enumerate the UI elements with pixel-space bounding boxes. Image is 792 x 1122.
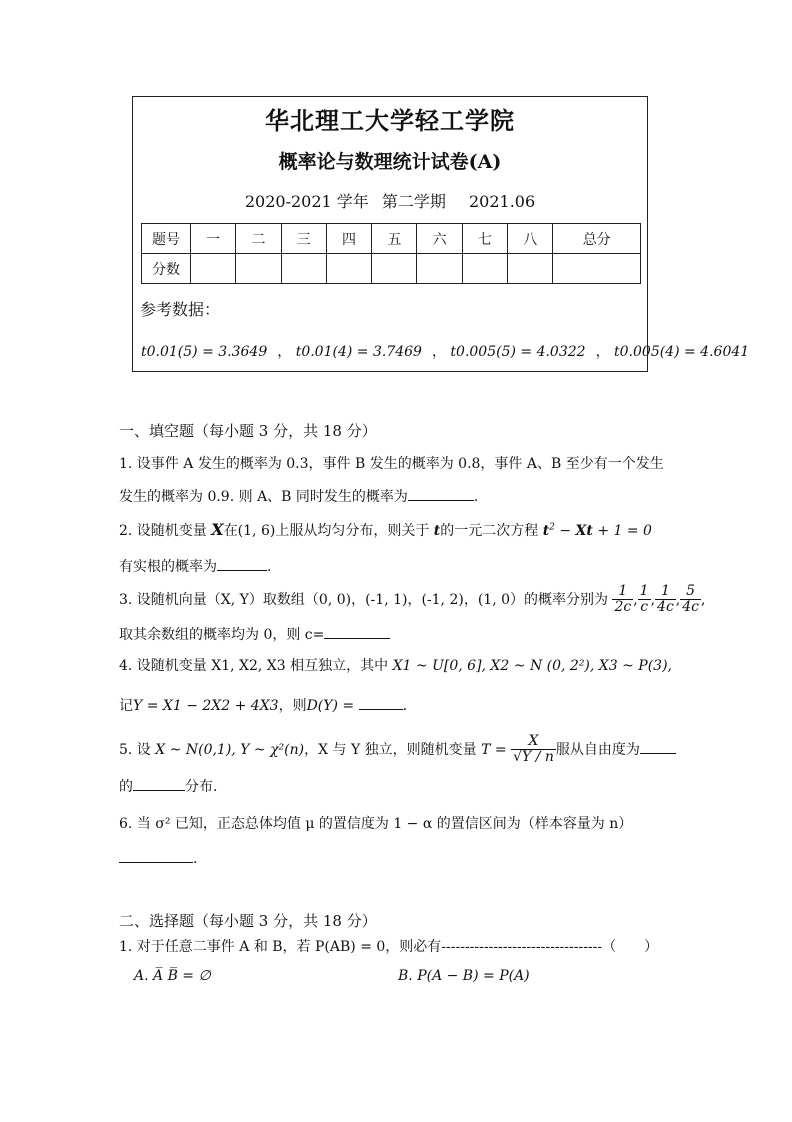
quadratic-equation: $t^2 - Xt + 1 = 0$ bbox=[542, 522, 652, 539]
question-3-line-2 bbox=[119, 624, 390, 644]
question-4-text: 4. 设随机变量 X1, X2, X3 相互独立，其中 bbox=[119, 658, 389, 674]
option-a[interactable]: A. A̅ B̅ = ∅ bbox=[134, 968, 211, 984]
question-2-text: 在(1, 6)上服从均匀分布，则关于 bbox=[223, 523, 430, 539]
score-cell: 总分 bbox=[553, 224, 641, 254]
score-cell: 一 bbox=[191, 224, 236, 254]
score-empty-cell bbox=[326, 254, 371, 284]
question-3-text: 3. 设随机向量（X, Y）取数组（0, 0)，(-1, 1)，(-1, 2)，(1, 0）的概率分别为 bbox=[119, 591, 609, 608]
variable-t: t bbox=[433, 523, 441, 539]
fraction-1-over-4c: $\frac{1}{4c}$ bbox=[657, 583, 674, 616]
t-statistic: T = $\frac{X}{√Y / n}$ bbox=[481, 733, 554, 766]
score-empty-cell bbox=[236, 254, 281, 284]
academic-year: 2020-2021 学年 bbox=[244, 192, 369, 211]
score-cell: 七 bbox=[462, 224, 507, 254]
answer-blank[interactable] bbox=[324, 626, 390, 639]
question-5-text: 的 bbox=[119, 779, 133, 795]
question-4-text: 记 bbox=[119, 698, 133, 714]
score-empty-cell bbox=[462, 254, 507, 284]
school-name: 华北理工大学轻工学院 bbox=[265, 106, 515, 135]
answer-blank[interactable] bbox=[640, 741, 676, 754]
semester: 第二学期 bbox=[381, 192, 446, 211]
score-table-header-row bbox=[142, 224, 641, 254]
question-1-line-1: 1. 设事件 A 发生的概率为 0.3，事件 B 发生的概率为 0.8，事件 A、B 至少有一个发生 bbox=[119, 456, 664, 472]
question-4-distributions: X1 ~ U[0, 6], X2 ~ N (0, 2²), X3 ~ P(3), bbox=[392, 658, 672, 674]
section-2-title: 二、选择题（每小题 3 分，共 18 分） bbox=[119, 912, 377, 930]
answer-blank[interactable] bbox=[359, 697, 403, 710]
fraction-1-over-c: $\frac{1}{c}$ bbox=[639, 583, 649, 616]
score-empty-cell bbox=[508, 254, 553, 284]
score-cell: 三 bbox=[281, 224, 326, 254]
variable-x: X bbox=[211, 520, 224, 539]
reference-values: t0.01(5) = 3.3649 ， t0.01(4) = 3.7469 ， t0.005(5) = 4.0322 ， t0.005(4) = 4.6041 bbox=[141, 344, 750, 360]
question-3-text: 取其余数组的概率均为 0，则 c= bbox=[119, 627, 325, 643]
score-cell: 八 bbox=[508, 224, 553, 254]
exam-header-box bbox=[132, 96, 750, 372]
question-4-formula: Y = X1 − 2X2 + 4X3 bbox=[133, 698, 279, 714]
question-4-line-1 bbox=[119, 655, 672, 675]
question-5-line-1 bbox=[119, 734, 676, 766]
score-cell: 四 bbox=[326, 224, 371, 254]
score-cell: 题号 bbox=[142, 224, 191, 254]
score-table bbox=[141, 223, 641, 284]
question-2-line-1 bbox=[119, 520, 652, 540]
question-2-line-2: 有实根的概率为 . bbox=[119, 559, 272, 575]
question-6-line-2 bbox=[119, 850, 197, 867]
score-empty-cell bbox=[553, 254, 641, 284]
question-2-text: 2. 设随机变量 bbox=[119, 523, 207, 539]
score-empty-cell bbox=[191, 254, 236, 284]
question-4-line-2: 记Y = X1 − 2X2 + 4X3，则D(Y) = . bbox=[119, 698, 408, 714]
answer-blank[interactable] bbox=[217, 558, 267, 571]
answer-blank[interactable] bbox=[408, 488, 474, 501]
score-row-label: 分数 bbox=[142, 254, 191, 284]
question-6-line-1: 6. 当 σ² 已知，正态总体均值 μ 的置信度为 1 − α 的置信区间为（样本容量为 n） bbox=[119, 816, 633, 832]
question-5-distributions: X ~ N(0,1), Y ~ χ²(n) bbox=[155, 741, 305, 758]
question-5-text: ，X 与 Y 独立，则随机变量 bbox=[304, 741, 477, 758]
question-6-text: . bbox=[193, 851, 198, 867]
question-4-variance: D(Y) = bbox=[306, 698, 355, 714]
section-1-title: 一、填空题（每小题 3 分，共 18 分） bbox=[119, 422, 377, 440]
score-cell: 五 bbox=[372, 224, 417, 254]
question-5-text: 服从自由度为 bbox=[555, 741, 640, 758]
reference-value: t0.005(4) = 4.6041 bbox=[614, 344, 750, 360]
answer-blank[interactable] bbox=[133, 778, 185, 791]
score-empty-cell bbox=[417, 254, 462, 284]
question-1-line-2: 发生的概率为 0.9. 则 A、B 同时发生的概率为 . bbox=[119, 489, 479, 505]
option-b[interactable]: B. P(A − B) = P(A) bbox=[398, 968, 530, 984]
question-5-text: 分布. bbox=[185, 779, 218, 795]
question-5-line-2 bbox=[119, 776, 217, 796]
answer-blank[interactable] bbox=[119, 850, 193, 863]
term-line bbox=[133, 189, 647, 212]
question-4-text: ，则 bbox=[278, 698, 307, 714]
score-cell: 二 bbox=[236, 224, 281, 254]
fraction-5-over-4c: $\frac{5}{4c}$ bbox=[682, 583, 699, 616]
reference-value: t0.01(4) = 3.7469 bbox=[295, 344, 422, 360]
reference-title: 参考数据： bbox=[140, 300, 221, 319]
choice-question-1: 1. 对于任意二事件 A 和 B，若 P(AB) = 0，则必有----------------------------------（ ） bbox=[119, 939, 659, 955]
score-empty-cell bbox=[372, 254, 417, 284]
question-5-text: 5. 设 bbox=[119, 741, 151, 758]
question-3-line-1: 3. 设随机向量（X, Y）取数组（0, 0)，(-1, 1)，(-1, 2)，(1, 0）的概率分别为 $\frac{1}{2c}$ , $\frac{1}{c}$ , $\frac{1}{4c}$ , $\frac{5}{4c}$ , bbox=[119, 583, 706, 616]
question-2-text: 有实根的概率为 bbox=[119, 559, 217, 575]
course-title: 概率论与数理统计试卷(A) bbox=[278, 151, 502, 173]
score-cell: 六 bbox=[417, 224, 462, 254]
score-empty-cell bbox=[281, 254, 326, 284]
reference-value: t0.005(5) = 4.0322 bbox=[450, 344, 586, 360]
score-table-score-row bbox=[142, 254, 641, 284]
question-1-text: 发生的概率为 0.9. 则 A、B 同时发生的概率为 bbox=[119, 489, 408, 505]
question-2-text: 的一元二次方程 bbox=[440, 523, 539, 539]
reference-value: t0.01(5) = 3.3649 bbox=[141, 344, 268, 360]
fraction-1-over-2c: $\frac{1}{2c}$ bbox=[614, 583, 632, 616]
exam-date: 2021.06 bbox=[468, 192, 536, 211]
